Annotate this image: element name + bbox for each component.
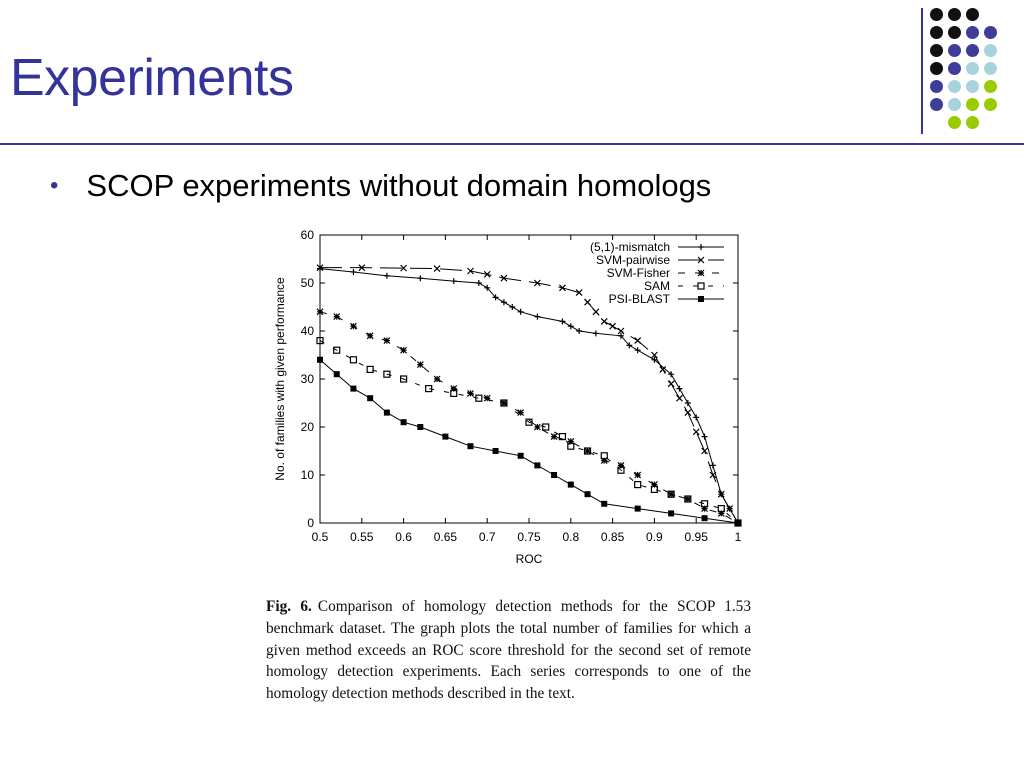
x-tick-label: 0.5: [311, 530, 329, 544]
decorative-dot: [966, 44, 979, 57]
series-line: [320, 341, 738, 523]
decorative-dot: [930, 80, 943, 93]
data-point: [401, 347, 407, 353]
decorative-dot: [966, 62, 979, 75]
decorative-dot: [984, 26, 997, 39]
data-point: [384, 338, 390, 344]
data-point: [334, 371, 340, 377]
x-tick-label: 0.6: [395, 530, 412, 544]
data-point: [693, 429, 699, 435]
series-line: [320, 360, 738, 523]
decorative-dot: [948, 26, 961, 39]
data-point: [610, 323, 616, 329]
data-point: [635, 347, 641, 353]
data-point: [417, 275, 423, 281]
data-point: [434, 376, 440, 382]
data-point: [317, 357, 323, 363]
caption-label: Fig. 6.: [266, 598, 312, 615]
decorative-dot: [930, 26, 943, 39]
bullet-item: [50, 168, 711, 204]
series-line: [320, 269, 738, 523]
data-point: [635, 482, 641, 488]
data-point: [467, 443, 473, 449]
data-point: [509, 304, 515, 310]
legend-label: SVM-Fisher: [606, 266, 670, 280]
caption-text: Comparison of homology detection methods for the SCOP 1.53 benchmark dataset. The graph plots the total number of families for which a given method exceeds an ROC score threshold for the second set of remote homology detection experiments. Each series corresponds to one of the homology detection methods described in the text.: [266, 598, 751, 703]
decorative-dot: [984, 44, 997, 57]
y-tick-label: 30: [300, 372, 314, 386]
x-axis-label: ROC: [515, 552, 543, 566]
data-point: [593, 309, 599, 315]
figure-caption: [266, 596, 751, 705]
x-tick-label: 0.7: [478, 530, 496, 544]
data-point: [476, 280, 482, 286]
data-point: [317, 309, 323, 315]
data-point: [568, 482, 574, 488]
decorative-dot: [984, 98, 997, 111]
bullet-text: SCOP experiments without domain homologs: [86, 168, 712, 203]
data-point: [593, 330, 599, 336]
legend-marker: [698, 283, 704, 289]
decorative-dot: [948, 116, 961, 129]
slide-title: Experiments: [10, 49, 294, 107]
decorative-dot: [966, 26, 979, 39]
data-point: [334, 314, 340, 320]
data-point: [668, 510, 674, 516]
series-line: [320, 312, 738, 523]
x-tick-label: 0.9: [646, 530, 663, 544]
data-point: [401, 419, 407, 425]
data-point: [434, 266, 440, 272]
legend-label: SAM: [643, 279, 670, 293]
data-point: [635, 338, 641, 344]
x-tick-label: 0.75: [517, 530, 541, 544]
data-point: [693, 414, 699, 420]
legend-marker: [698, 244, 704, 250]
decorative-dot: [948, 80, 961, 93]
x-tick-label: 0.85: [600, 530, 625, 544]
data-point: [568, 323, 574, 329]
data-point: [518, 309, 524, 315]
data-point: [518, 453, 524, 459]
decorative-dot: [984, 80, 997, 93]
x-tick-label: 0.8: [562, 530, 580, 544]
data-point: [493, 448, 499, 454]
bullet-icon: •: [50, 172, 59, 199]
decorative-dot: [966, 80, 979, 93]
decorative-dot: [930, 62, 943, 75]
series-line: [320, 268, 738, 523]
data-point: [585, 299, 591, 305]
data-point: [601, 501, 607, 507]
legend-label: (5,1)-mismatch: [589, 240, 670, 254]
data-point: [702, 515, 708, 521]
data-point: [367, 366, 373, 372]
decorative-dot-grid: [0, 0, 1024, 150]
y-tick-label: 60: [300, 228, 314, 242]
decorative-dot: [966, 98, 979, 111]
data-point: [442, 434, 448, 440]
data-point: [576, 328, 582, 334]
data-point: [635, 472, 641, 478]
data-point: [417, 362, 423, 368]
x-tick-label: 0.55: [350, 530, 374, 544]
data-point: [350, 357, 356, 363]
data-point: [576, 290, 582, 296]
y-tick-label: 0: [307, 516, 314, 530]
x-tick-label: 0.95: [684, 530, 708, 544]
data-point: [367, 395, 373, 401]
roc-line-chart: [264, 222, 754, 572]
data-point: [735, 520, 741, 526]
data-point: [501, 299, 507, 305]
data-point: [350, 269, 356, 275]
data-point: [635, 506, 641, 512]
data-point: [601, 318, 607, 324]
decorative-dot: [948, 8, 961, 21]
x-tick-label: 0.65: [433, 530, 458, 544]
plot-frame: [320, 235, 738, 523]
data-point: [451, 278, 457, 284]
decorative-dot: [948, 62, 961, 75]
decorative-dot: [930, 98, 943, 111]
decorative-dot: [930, 44, 943, 57]
data-point: [534, 424, 540, 430]
data-point: [676, 386, 682, 392]
legend-label: SVM-pairwise: [595, 253, 670, 267]
legend-marker: [698, 296, 704, 302]
y-tick-label: 40: [300, 324, 314, 338]
data-point: [685, 410, 691, 416]
y-tick-label: 10: [300, 468, 314, 482]
data-point: [543, 424, 549, 430]
data-point: [585, 491, 591, 497]
legend-marker: [698, 270, 704, 276]
decorative-dot: [966, 8, 979, 21]
data-point: [710, 472, 716, 478]
y-tick-label: 50: [300, 276, 314, 290]
data-point: [559, 318, 565, 324]
data-point: [350, 386, 356, 392]
decorative-dot: [948, 44, 961, 57]
data-point: [685, 400, 691, 406]
data-point: [702, 434, 708, 440]
data-point: [585, 448, 591, 454]
data-point: [350, 323, 356, 329]
data-point: [317, 266, 323, 272]
decorative-dot: [966, 116, 979, 129]
data-point: [551, 434, 557, 440]
data-point: [676, 395, 682, 401]
x-tick-label: 1: [734, 530, 742, 544]
decorative-dot: [984, 62, 997, 75]
data-point: [668, 381, 674, 387]
data-point: [534, 314, 540, 320]
y-tick-label: 20: [300, 420, 314, 434]
data-point: [384, 273, 390, 279]
decorative-dot: [948, 98, 961, 111]
data-point: [534, 462, 540, 468]
data-point: [702, 448, 708, 454]
y-axis-label: No. of families with given performance: [273, 277, 287, 481]
decorative-dot: [930, 8, 943, 21]
data-point: [417, 424, 423, 430]
data-point: [467, 390, 473, 396]
data-point: [551, 472, 557, 478]
legend-label: PSI-BLAST: [608, 292, 670, 306]
data-point: [384, 410, 390, 416]
data-point: [367, 333, 373, 339]
